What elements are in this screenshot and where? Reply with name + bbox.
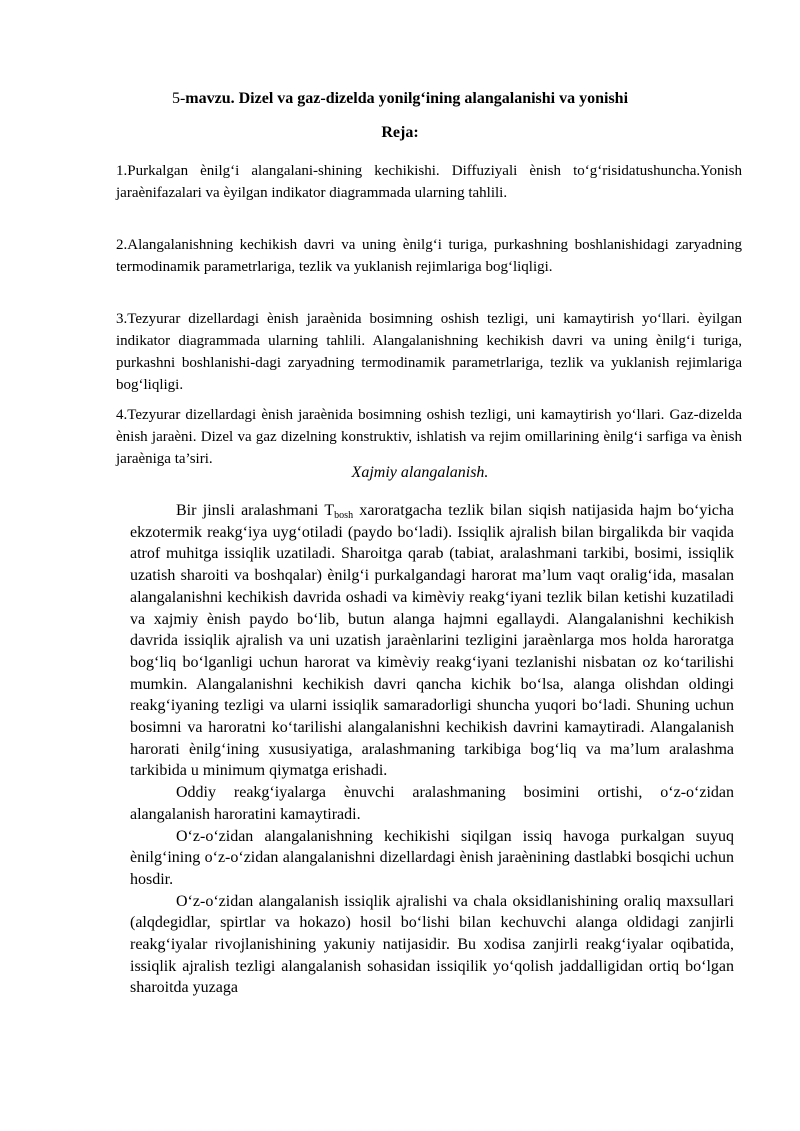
plan-item-2: 2.Alangalanishning kechikish davri va uning ènilg‘i turiga, purkashning boshlanishidagi zaryadning termodinamik parametrlariga, tezlik va yuklanish rejimlariga bog‘liqligi.	[116, 237, 742, 275]
subscript-bosh: bosh	[334, 510, 354, 521]
paragraph-1-rest: xaroratgacha tezlik bilan siqish natijasida hajm bo‘yicha ekzotermik reakg‘iya uyg‘otiladi (paydo bo‘ladi). Issiqlik ajralish bilan birgalikda bir vaqida atrof muhitga issiqlik uzatiladi. Sharoitga qarab (tabiat, aralashmani tarkibi, bosimi, issiqlik uzatish sharoiti va boshqalar) ènilg‘i purkalgandagi harorat ma’lum vaqt oralig‘ida, masalan alangalanishni kechikish davrida oshadi va kimèviy reakg‘iyani tezlik bilan ketishi kuzatiladi va xajmiy ènish paydo bo‘lib, butun alanga hajmni egallaydi. Alangalanishni kechikish davrida issiqlik ajralish va uni uzatish jaraènlarini tezligini jaraènlarga mos holda haroratga bog‘liq bo‘lganligi uchun harorat va kimèviy reakg‘iyani tezlanishi nisbatan oz ko‘tarilishi mumkin. Alangalanishni kechikish davri qancha kichik bo‘lsa, alanga olishdan oldingi reakg‘iyaning tezligi va ularni issiqlik samaradorligi shuncha yuqori bo‘ladi. Shuning uchun bosimni va haroratni ko‘tarilishi alangalanishni kechikish davrini kamaytiradi. Alangalanish harorati ènilg‘ining xususiyatiga, aralashmaning tarkibiga bog‘liq va ma’lum aralashma tarkibida u minimum qiymatga erishadi.	[130, 502, 735, 780]
page-title	[0, 90, 800, 108]
plan-item-4: 4.Tezyurar dizellardagi ènish jaraènida bosimning oshish tezligi, uni kamaytirish yo‘llari. Gaz-dizelda ènish jaraèni. Dizel va gaz dizelning konstruktiv, ishlatish va rejim omillarining ènilg‘i sarfiga va ènish jaraèniga ta’siri.	[116, 407, 742, 467]
body-text	[130, 500, 734, 999]
section-subheading: Xajmiy alangalanish.	[351, 464, 489, 481]
title-number: 5-	[171, 90, 186, 107]
paragraph-1	[130, 500, 734, 782]
plan-item-1: 1.Purkalgan ènilg‘i alangalani-shining kechikishi. Diffuziyali ènish to‘g‘risidatushuncha.Yonish jaraènifazalari va èyilgan indikator diagrammada ularning tahlili.	[116, 163, 742, 201]
paragraph-2: Oddiy reakg‘iyalarga ènuvchi aralashmaning bosimini ortishi, o‘z-o‘zidan alangalanish haroratini kamaytiradi.	[130, 784, 734, 823]
plan-item-3: 3.Tezyurar dizellardagi ènish jaraènida bosimning oshish tezligi, uni kamaytirish yo‘llari. èyilgan indikator diagrammada ularning tahlili. Alangalanishning kechikish davri va uning ènilg‘i turiga, purkashni boshlanishi-dagi zaryadning termodinamik parametrlariga, tezlik va yuklanish rejimlariga bog‘liqligi.	[116, 311, 742, 393]
title-text: mavzu. Dizel va gaz-dizelda yonilg‘ining alangalanishi va yonishi	[185, 90, 629, 107]
paragraph-1-start: Bir jinsli aralashmani T	[176, 502, 335, 519]
paragraph-4: O‘z-o‘zidan alangalanish issiqlik ajralishi va chala oksidlanishining oraliq maxsullari (alqdegidlar, spirtlar va hokazo) hosil bo‘lishi bilan kechuvchi alanga oldidagi zanjirli reakg‘iyalar rivojlanishining yakuniy natijasidir. Bu xodisa zanjirli reakg‘iyalar oqibatida, issiqlik ajralish tezligi alangalanish sohasidan issiqilik yo‘qolish jaddalligidan ortiq bo‘lgan sharoitda yuzaga	[130, 892, 734, 997]
paragraph-3: O‘z-o‘zidan alangalanishning kechikishi siqilgan issiq havoga purkalgan suyuq ènilg‘ining o‘z-o‘zidan alangalanishni dizellardagi ènish jaraènining dastlabki bosqichi uchun hosdir.	[130, 827, 734, 888]
plan-heading: Reja:	[381, 124, 419, 141]
